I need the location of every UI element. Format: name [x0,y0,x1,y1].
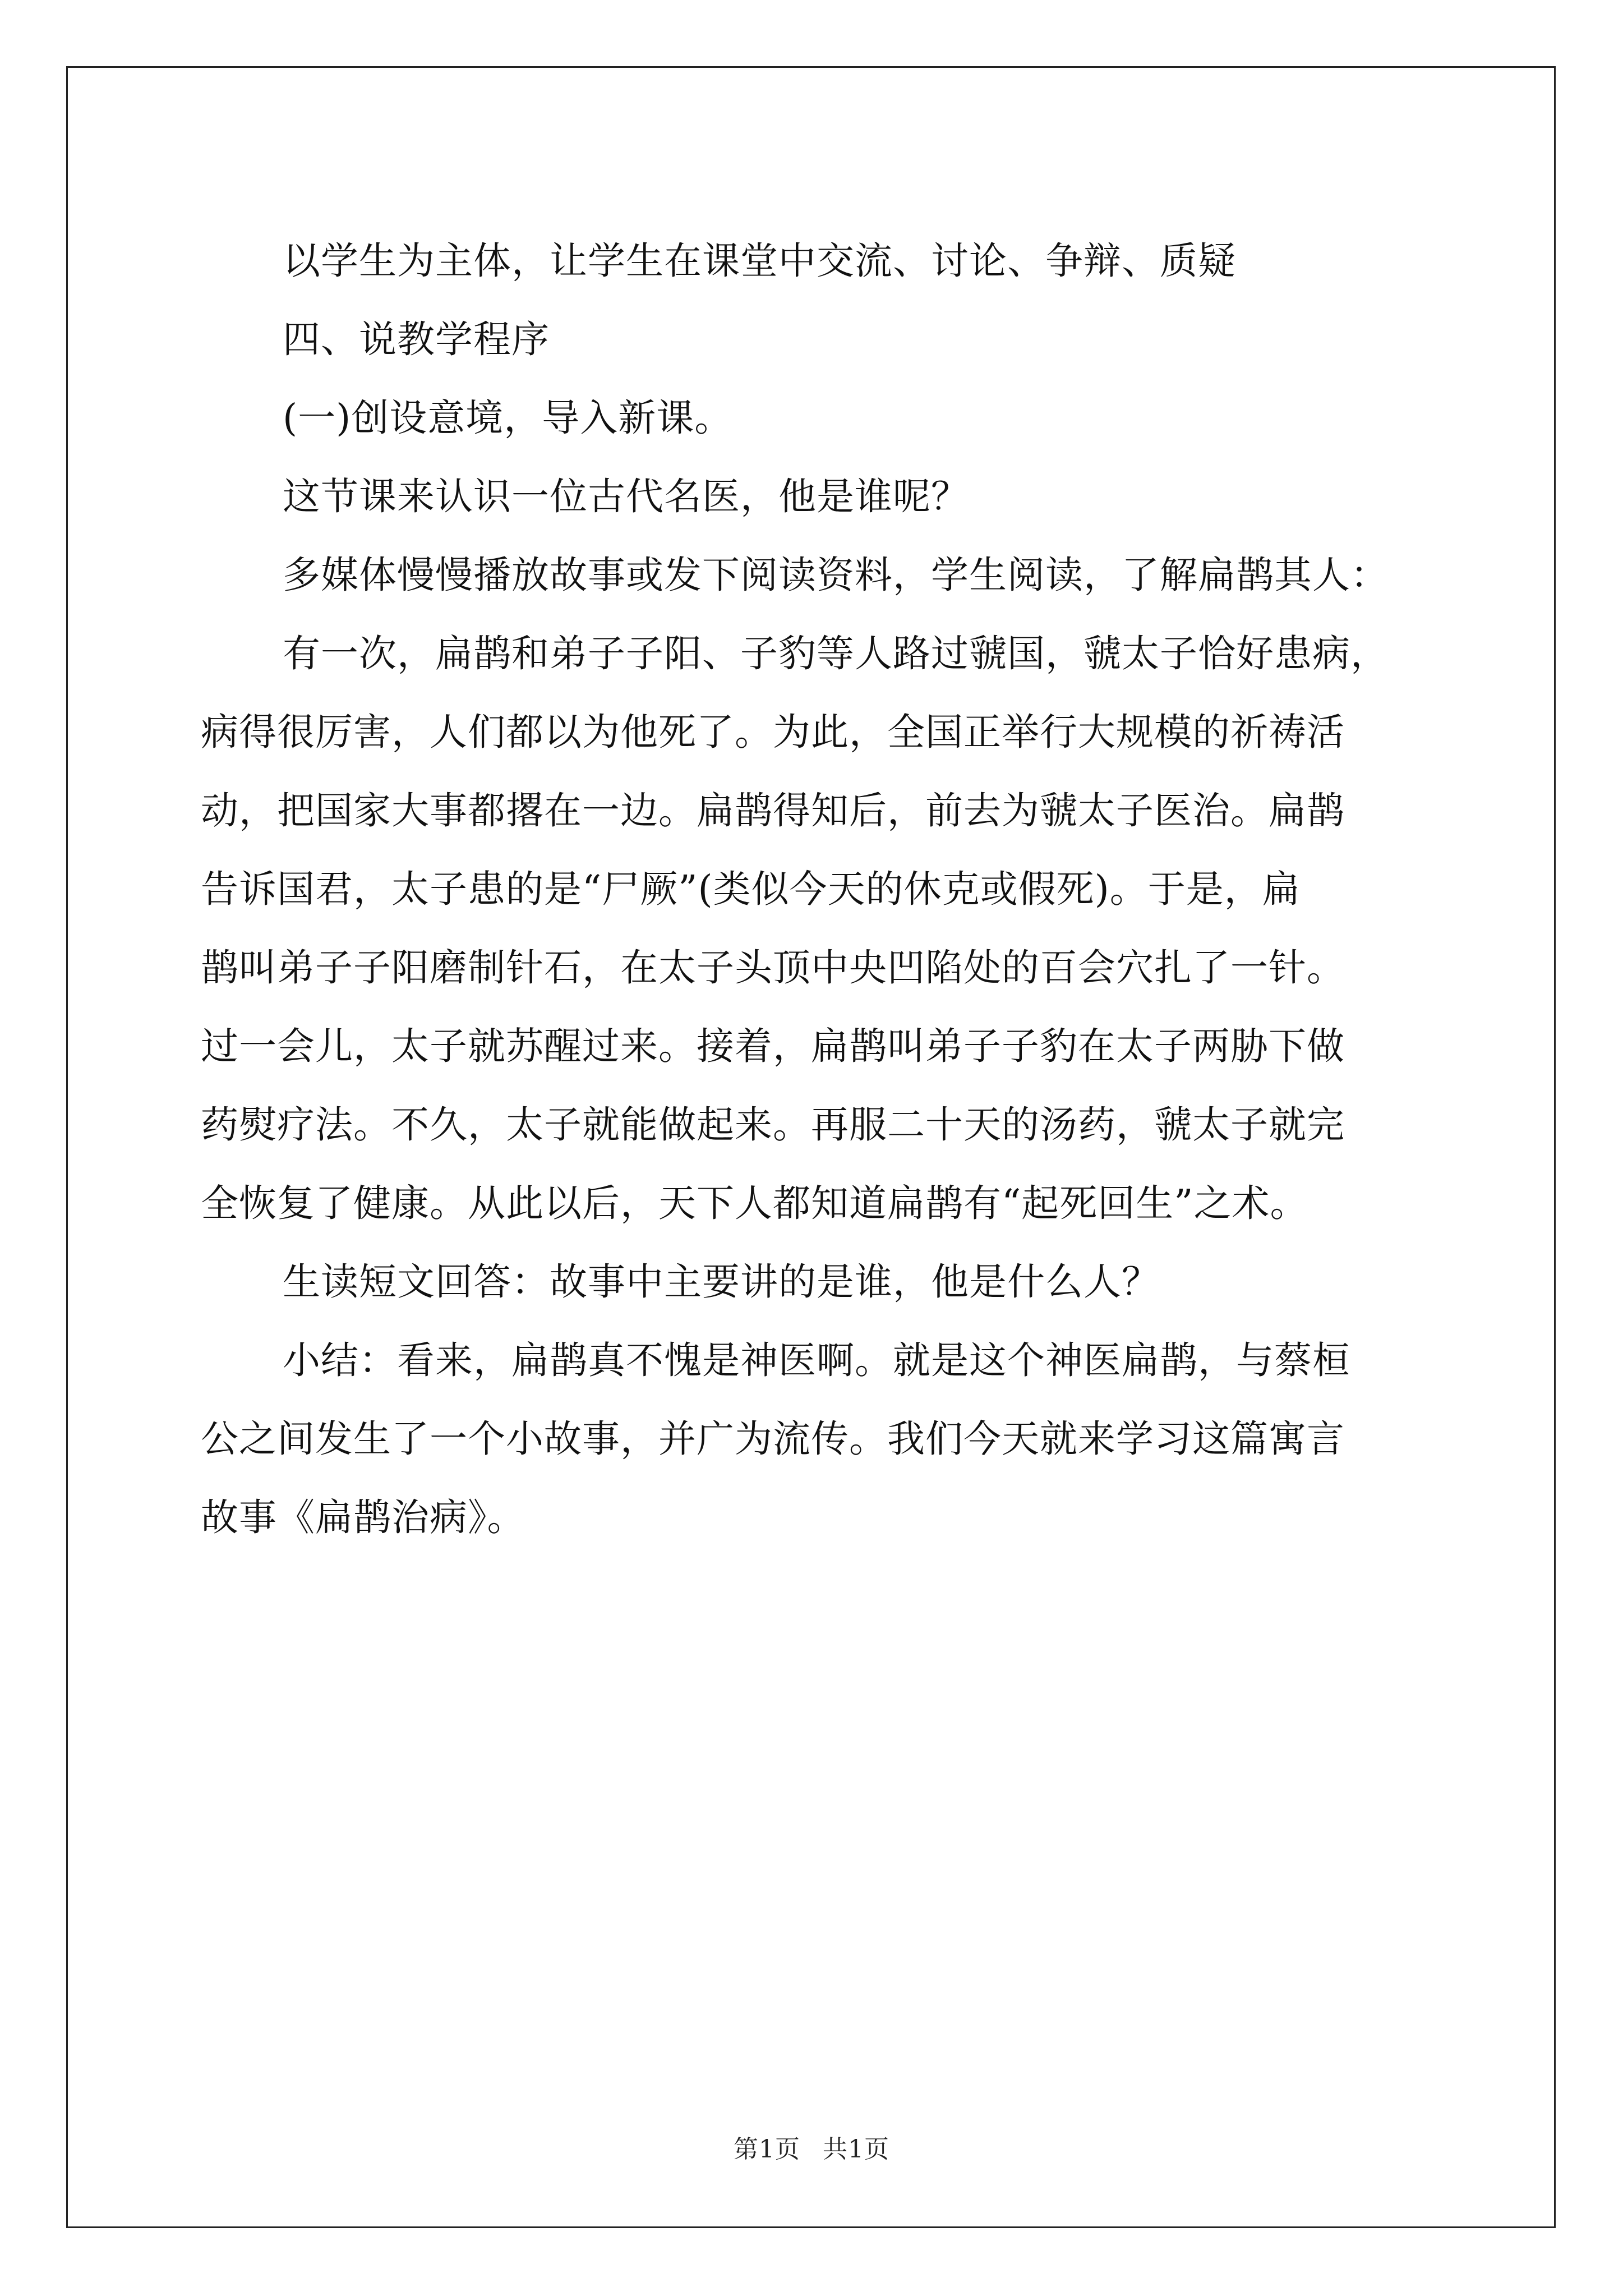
paragraph-student-centered: 以学生为主体，让学生在课堂中交流、讨论、争辩、质疑 [283,239,1236,283]
summary-line: 小结：看来，扁鹊真不愧是神医啊。就是这个神医扁鹊，与蔡桓 [283,1338,1350,1382]
story-line: 过一会儿，太子就苏醒过来。接着，扁鹊叫弟子子豹在太子两胁下做 [201,1024,1345,1068]
page-number-current: 第1页 [734,2135,800,2164]
story-line: 告诉国君，太子患的是“尸厥”(类似今天的休克或假死)。于是，扁 [201,867,1301,911]
summary-paragraph [201,1321,1423,1557]
story-line: 有一次，扁鹊和弟子子阳、子豹等人路过虢国，虢太子恰好患病， [283,632,1389,675]
paragraph-famous-doctor-question: 这节课来认识一位古代名医，他是谁呢？ [283,475,969,518]
story-paragraph [201,614,1423,1243]
subsection-heading-introduction: (一)创设意境，导入新课。 [283,396,733,440]
summary-line: 公之间发生了一个小故事，并广为流传。我们今天就来学习这篇寓言 [201,1417,1345,1461]
page-number-total: 共1页 [823,2135,889,2164]
story-line: 鹊叫弟子子阳磨制针石，在太子头顶中央凹陷处的百会穴扎了一针。 [201,946,1345,990]
document-body [201,222,1423,1557]
page-footer [0,2129,1623,2165]
paragraph-multimedia-reading: 多媒体慢慢播放故事或发下阅读资料，学生阅读，了解扁鹊其人： [283,553,1389,597]
summary-line: 故事《扁鹊治病》。 [201,1496,525,1539]
story-line: 全恢复了健康。从此以后，天下人都知道扁鹊有“起死回生”之术。 [201,1181,1308,1225]
story-line: 病得很厉害，人们都以为他死了。为此，全国正举行大规模的祈祷活 [201,710,1345,754]
story-line: 动，把国家大事都撂在一边。扁鹊得知后，前去为虢太子医治。扁鹊 [201,789,1345,832]
story-line: 药熨疗法。不久，太子就能做起来。再服二十天的汤药，虢太子就完 [201,1103,1345,1147]
paragraph-reading-question: 生读短文回答：故事中主要讲的是谁，他是什么人？ [283,1260,1160,1304]
section-heading-teaching-procedure: 四、说教学程序 [283,318,550,361]
